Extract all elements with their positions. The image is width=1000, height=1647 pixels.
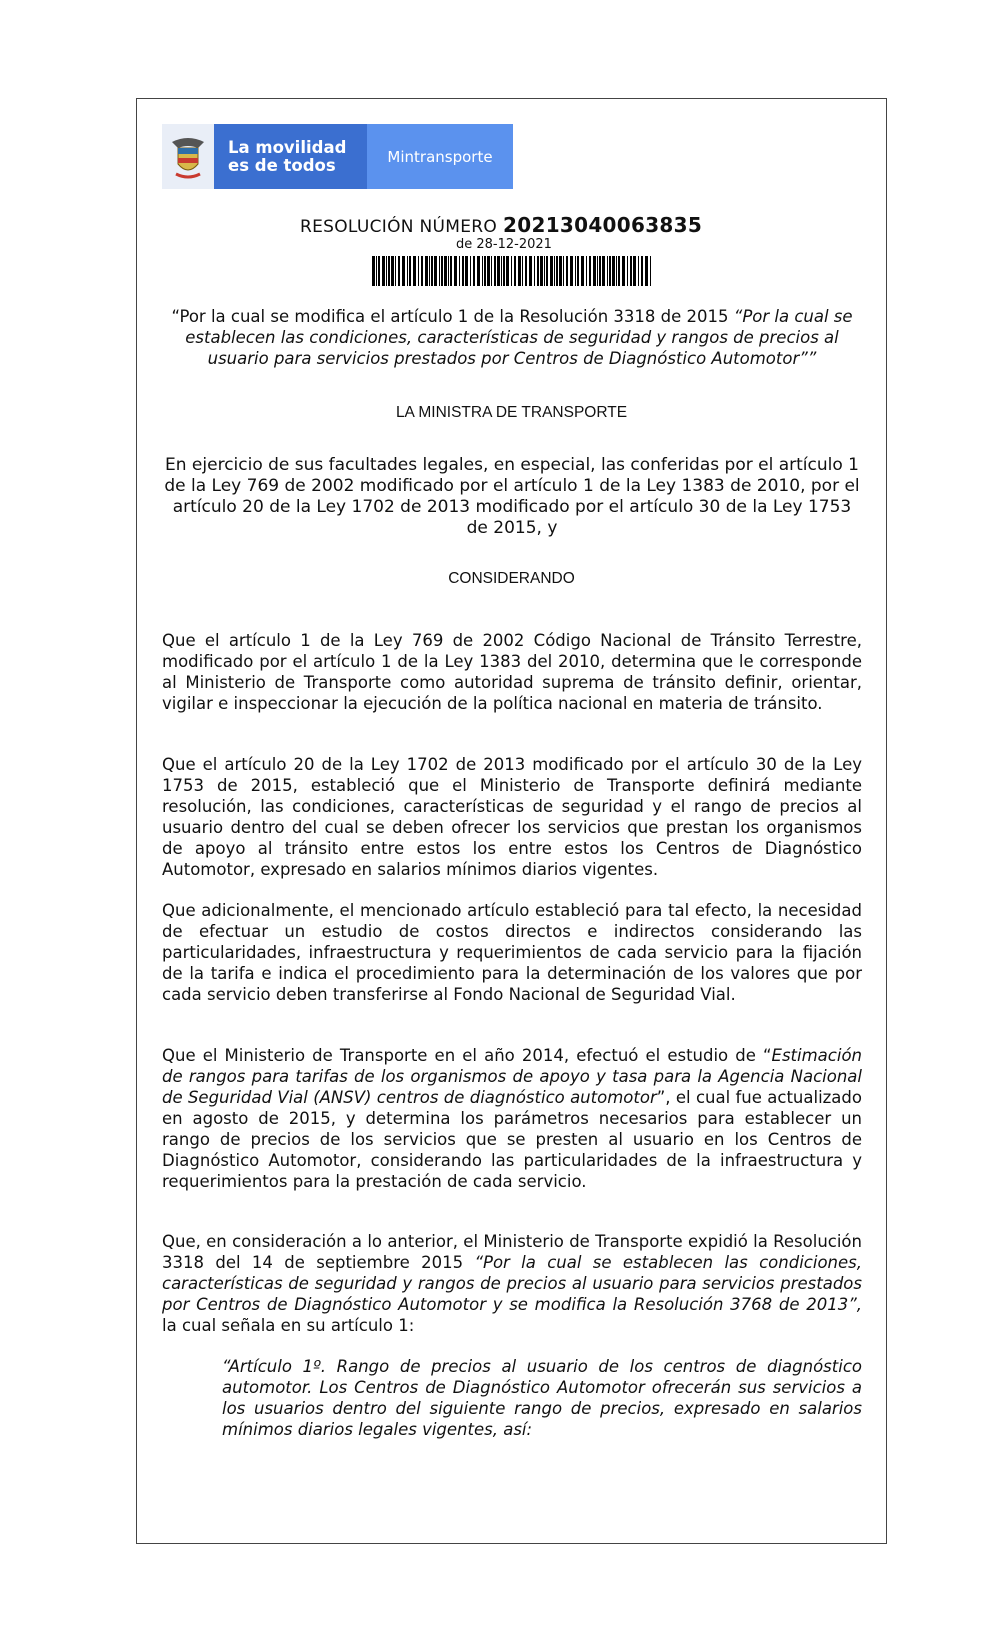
resolution-title (300, 213, 730, 237)
considerando-heading: CONSIDERANDO (448, 570, 575, 587)
subject-plain: “Por la cual se modifica el artículo 1 de la Resolución 3318 de 2015 (171, 307, 734, 326)
paragraph-4-c: ”, el cual fue actualizado en agosto de 2015, y determina los parámetros necesarios para establecer un rango de precios de los servicios que se presten al usuario en los Centros de Diagnóstico Automotor, considerando las particularidades de la infraestructura y requerimientos para la prestación de cada servicio. (162, 1088, 862, 1191)
barcode-icon (372, 256, 654, 286)
paragraph-4-a: Que el Ministerio de Transporte en el año 2014, efectuó el estudio de “ (162, 1046, 772, 1065)
paragraph-1: Que el artículo 1 de la Ley 769 de 2002 Código Nacional de Tránsito Terrestre, modificado por el artículo 1 de la Ley 1383 del 2010, determina que le corresponde al Ministerio de Transporte como autoridad suprema de tránsito definir, orientar, vigilar e inspeccionar la ejecución de la política nacional en materia de tránsito. (162, 631, 862, 713)
coat-of-arms-icon (162, 124, 214, 189)
paragraph-5-a: Que, en consideración a lo anterior, el Ministerio de Transporte expidió la Resolución 3318 del 14 de septiembre 2015 (162, 1232, 862, 1272)
logo-line-2: es de todos (228, 155, 336, 175)
paragraph-5-c: la cual señala en su artículo 1: (162, 1316, 415, 1335)
ministry-logo (162, 124, 518, 189)
resolution-date: de 28-12-2021 (456, 237, 552, 252)
paragraph-2: Que el artículo 20 de la Ley 1702 de 2013 modificado por el artículo 30 de la Ley 1753 de 2015, estableció que el Ministerio de Transporte definirá mediante resolución, las condiciones, características de seguridad y el rango de precios al usuario dentro del cual se deben ofrecer los servicios que prestan los organismos de apoyo al tránsito entre estos los entre estos los Centros de Diagnóstico Automotor, expresado en salarios mínimos diarios vigentes. (162, 755, 862, 879)
intro-paragraph: En ejercicio de sus facultades legales, en especial, las conferidas por el artículo 1 de la Ley 769 de 2002 modificado por el artículo 1 de la Ley 1383 de 2010, por el artículo 20 de la Ley 1702 de 2013 modificado por el artículo 30 de la Ley 1753 de 2015, y (164, 455, 860, 538)
paragraph-5-b: “Por la cual se establecen las condiciones, características de seguridad y rangos de precios al usuario para servicios prestados por Centros de Diagnóstico Automotor y se modifica la Resolución 3768 de 2013”, (162, 1253, 862, 1314)
paragraph-3: Que adicionalmente, el mencionado artículo estableció para tal efecto, la necesidad de efectuar un estudio de costos directos e indirectos considerando las particularidades, infraestructura y requerimientos de cada servicio para la fijación de la tarifa e indica el procedimiento para la determinación de los valores que por cada servicio deben transferirse al Fondo Nacional de Seguridad Vial. (162, 901, 862, 1004)
logo-ministry-name: Mintransporte (367, 124, 513, 189)
resolution-subject (160, 306, 864, 369)
article-quote: “Artículo 1º. Rango de precios al usuario de los centros de diagnóstico automotor. Los Centros de Diagnóstico Automotor ofrecerán sus servicios a los usuarios dentro del siguiente rango de precios, expresado en salarios mínimos diarios legales vigentes, así: (222, 1357, 862, 1439)
resolution-label: RESOLUCIÓN NÚMERO (300, 217, 498, 237)
authority-heading: LA MINISTRA DE TRANSPORTE (395, 404, 628, 421)
paragraph-4-b: Estimación de rangos para tarifas de los organismos de apoyo y tasa para la Agencia Nacional de Seguridad Vial (ANSV) centros de diagnóstico automotor (162, 1046, 862, 1107)
logo-slogan (214, 124, 367, 189)
resolution-number: 20213040063835 (503, 213, 703, 237)
logo-line-1: La movilidad (228, 137, 347, 157)
subject-italic: “Por la cual se establecen las condiciones, características de seguridad y rangos de precios al usuario para servicios prestados por Centros de Diagnóstico Automotor”” (185, 307, 853, 368)
paragraph-4 (162, 1045, 862, 1192)
paragraph-5 (162, 1231, 862, 1336)
